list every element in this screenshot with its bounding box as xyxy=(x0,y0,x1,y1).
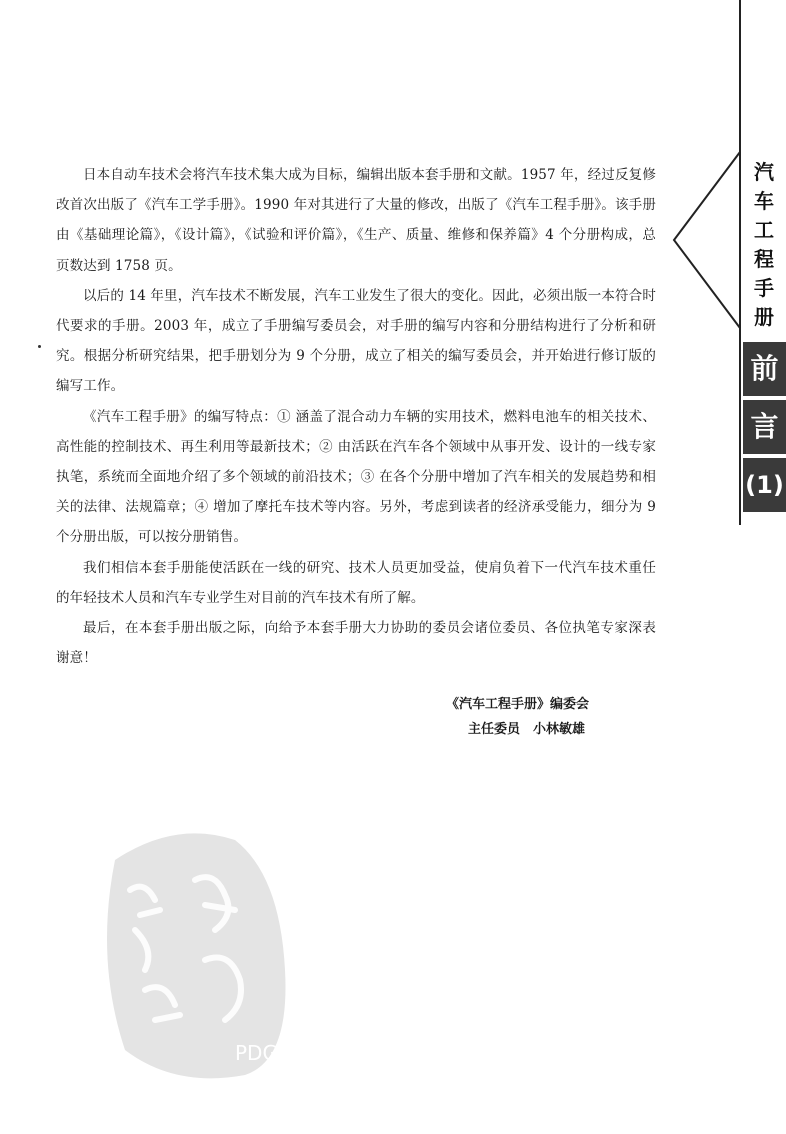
side-title-char: 车 xyxy=(754,189,774,213)
paragraph-4: 我们相信本套手册能使活跃在一线的研究、技术人员更加受益，使肩负着下一代汽车技术重任的年轻技术人员和汽车专业学生对目前的汽车技术有所了解。 xyxy=(56,559,656,606)
watermark-seal xyxy=(85,820,300,1090)
paragraph-3: 《汽车工程手册》的编写特点：① 涵盖了混合动力车辆的实用技术，燃料电池车的相关技术、高性能的控制技术、再生利用等最新技术；② 由活跃在汽车各个领域中从事开发、设计的一线专家执笔，系统而全面地介绍了多个领域的前沿技术；③ 在各个分册中增加了汽车相关的发展趋势和相关的法律、法规篇章；④ 增加了摩托车技术等内容。另外，考虑到读者的经济承受能力，细分为 9 个分册出版，可以按分册销售。 xyxy=(56,408,656,546)
side-title-char: 程 xyxy=(754,247,774,271)
side-title-char: 汽 xyxy=(754,160,774,184)
seal-text: PDG xyxy=(235,1041,278,1065)
section-tab-yan: 言 xyxy=(743,400,786,454)
paragraph-5: 最后，在本套手册出版之际，向给予本套手册大力协助的委员会诸位委员、各位执笔专家深表谢意！ xyxy=(56,620,656,667)
editorial-board: 《汽车工程手册》编委会 xyxy=(446,697,590,712)
section-tab-qian: 前 xyxy=(743,342,786,396)
section-tab-number: (1) xyxy=(743,458,786,512)
side-title-char: 手 xyxy=(754,276,774,300)
side-title-char: 册 xyxy=(754,305,774,329)
side-book-title xyxy=(744,158,784,332)
paragraph-2: 以后的 14 年里，汽车技术不断发展，汽车工业发生了很大的变化。因此，必须出版一本符合时代要求的手册。2003 年，成立了手册编写委员会，对手册的编写内容和分册结构进行了分析和研究。根据分析研究结果，把手册划分为 9 个分册，成立了相关的编写委员会，并开始进行修订版的编写工作。 xyxy=(56,287,656,395)
paragraph-1: 日本自动车技术会将汽车技术集大成为目标，编辑出版本套手册和文献。1957 年，经过反复修改首次出版了《汽车工学手册》。1990 年对其进行了大量的修改，出版了《汽车工程手册》。该手册由《基础理论篇》，《设计篇》，《试验和评价篇》，《生产、质量、维修和保养篇》4 个分册构成，总页数达到 1758 页。 xyxy=(56,167,656,274)
tab-chevron-shape xyxy=(670,150,742,330)
preface-body xyxy=(56,160,656,673)
signature-block xyxy=(440,692,660,742)
chief-editor: 主任委员 小林敏雄 xyxy=(468,722,586,737)
side-title-char: 工 xyxy=(754,218,774,242)
margin-dot xyxy=(38,345,41,348)
